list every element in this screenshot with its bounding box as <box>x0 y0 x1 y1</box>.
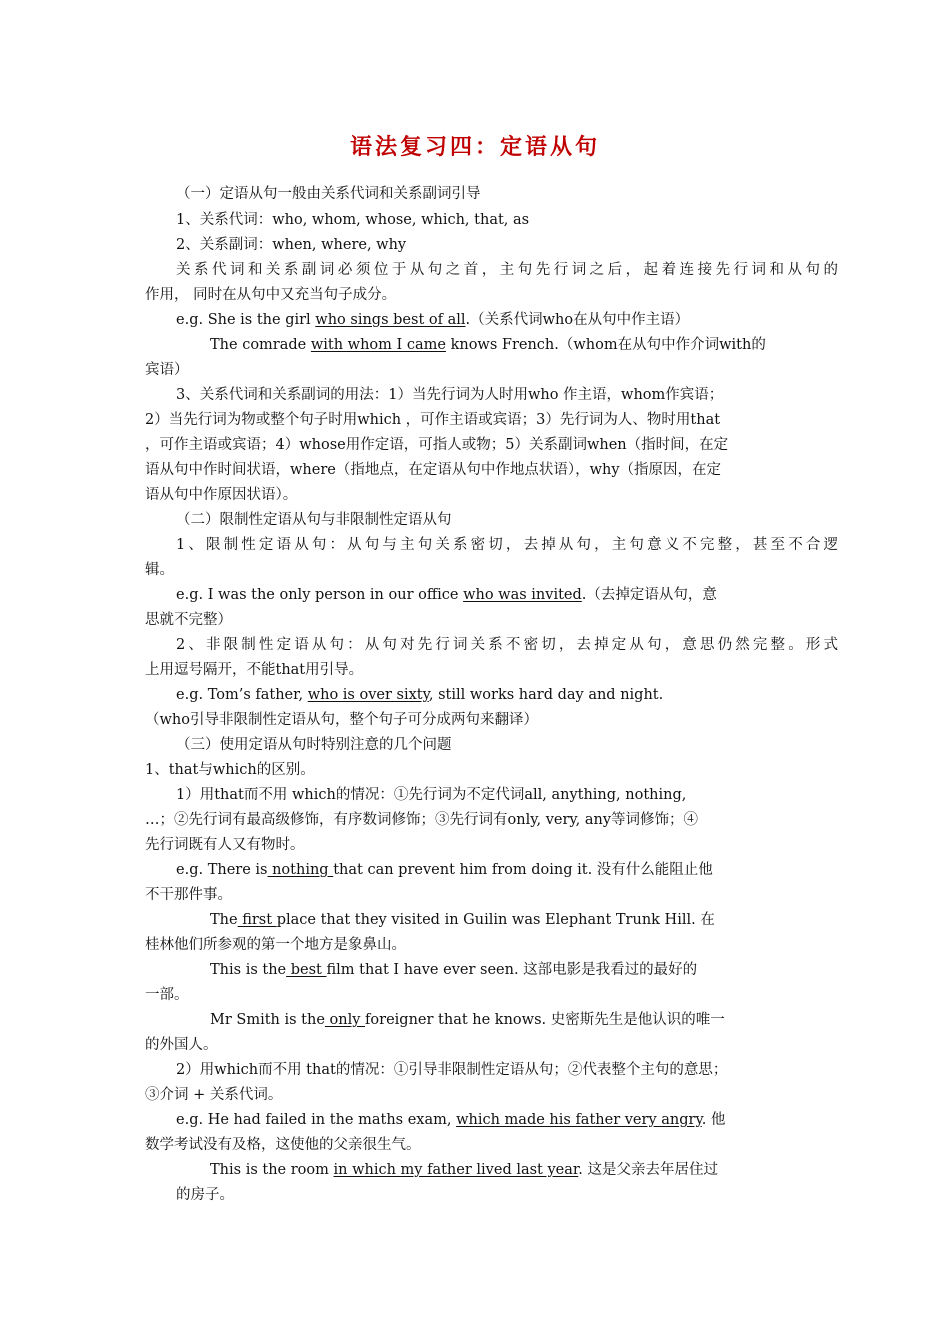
text-segment: 1、that与which的区别。 <box>145 762 315 778</box>
text-segment: foreigner that he knows. 史密斯先生是他认识的唯一 <box>365 1012 725 1028</box>
text-line <box>176 736 452 754</box>
text-line <box>145 486 297 504</box>
underlined-clause: with whom I came <box>310 337 446 353</box>
underlined-clause: who was invited <box>463 587 582 603</box>
text-segment: 2、非限制性定语从句：从句对先行词关系不密切，去掉定从句，意思仍然完整。形式 <box>176 637 838 653</box>
text-line <box>145 436 728 454</box>
text-line <box>145 711 538 729</box>
text-segment: knows French.（whom在从句中作介词with的 <box>445 337 766 353</box>
text-segment: 1、关系代词：who, whom, whose, which, that, as <box>176 212 530 228</box>
text-segment: （二）限制性定语从句与非限制性定语从句 <box>176 512 452 528</box>
text-line <box>145 986 189 1004</box>
text-line <box>210 911 715 929</box>
text-segment: The <box>210 912 238 928</box>
text-line <box>176 261 838 279</box>
text-segment: 2）当先行词为物或整个句子时用which ，可作主语或宾语；3）先行词为人、物时用that <box>145 412 721 428</box>
underlined-clause: only <box>324 1012 366 1028</box>
text-segment: film that I have ever seen. 这部电影是我看过的最好的 <box>326 962 698 978</box>
text-segment: place that they visited in Guilin was Elephant Trunk Hill. 在 <box>276 912 715 928</box>
text-segment: ③介词 + 关系代词。 <box>145 1087 283 1103</box>
text-segment: . 他 <box>701 1112 726 1128</box>
text-segment: 语从句中作时间状语，where（指地点，在定语从句中作地点状语），why（指原因，在定 <box>145 462 722 478</box>
text-segment: e.g. I was the only person in our office <box>176 587 464 603</box>
underlined-clause: who sings best of all <box>315 312 466 328</box>
text-segment: e.g. There is <box>176 862 268 878</box>
text-segment: ，可作主语或宾语；4）whose用作定语，可指人或物；5）关系副词when（指时间，在定 <box>145 437 729 453</box>
text-segment: 语从句中作原因状语）。 <box>145 487 298 503</box>
text-line <box>145 661 363 679</box>
underlined-clause: best <box>286 962 327 978</box>
text-segment: 的房子。 <box>176 1187 234 1203</box>
text-segment: 先行词既有人又有物时。 <box>145 837 305 853</box>
text-segment: .（去掉定语从句，意 <box>581 587 717 603</box>
text-line <box>176 1111 725 1129</box>
text-segment: . 这是父亲去年居住过 <box>578 1162 718 1178</box>
text-segment: 宾语） <box>145 362 189 378</box>
text-line <box>210 336 766 354</box>
text-line <box>176 1186 234 1204</box>
text-line <box>145 836 305 854</box>
text-line <box>176 185 481 203</box>
text-segment: e.g. He had failed in the maths exam, <box>176 1112 457 1128</box>
text-segment: 1）用that而不用 which的情况：①先行词为不定代词all, anything, nothing, <box>176 787 687 803</box>
text-segment: 2、关系副词：when, where, why <box>176 237 407 253</box>
page-title: 语法复习四：定语从句 <box>349 135 600 160</box>
text-segment: , still works hard day and night. <box>428 687 664 703</box>
underlined-clause: who is over sixty <box>307 687 429 703</box>
underlined-clause: nothing <box>267 862 334 878</box>
text-segment: This is the <box>210 962 287 978</box>
text-segment: e.g. She is the girl <box>176 312 316 328</box>
text-segment: 思就不完整） <box>145 612 232 628</box>
text-line <box>145 1136 421 1154</box>
text-line <box>145 611 232 629</box>
text-line <box>145 461 721 479</box>
text-segment: …；②先行词有最高级修饰，有序数词修饰；③先行词有only, very, any等词修饰；④ <box>145 812 699 828</box>
text-line <box>145 411 720 429</box>
text-line <box>176 511 452 529</box>
text-line <box>145 886 232 904</box>
text-segment: that can prevent him from doing it. 没有什么能阻止他 <box>333 862 713 878</box>
text-segment: 桂林他们所参观的第一个地方是象鼻山。 <box>145 937 406 953</box>
text-segment: 作用， 同时在从句中又充当句子成分。 <box>145 287 397 303</box>
text-line <box>210 1161 718 1179</box>
text-line <box>145 761 315 779</box>
text-segment: 一部。 <box>145 987 189 1003</box>
text-line <box>176 636 838 654</box>
text-line <box>176 586 717 604</box>
text-segment: 2）用which而不用 that的情况：①引导非限制性定语从句；②代表整个主句的意思； <box>176 1062 728 1078</box>
underlined-clause: which made his father very angry <box>456 1112 702 1128</box>
text-segment: （who引导非限制性定语从句，整个句子可分成两句来翻译） <box>145 712 538 728</box>
text-segment: 上用逗号隔开，不能that用引导。 <box>145 662 364 678</box>
text-segment: 关系代词和关系副词必须位于从句之首，主句先行词之后，起着连接先行词和从句的 <box>176 262 838 278</box>
text-line <box>145 561 174 579</box>
text-segment: This is the room <box>210 1162 334 1178</box>
text-line <box>145 361 189 379</box>
text-line <box>176 1061 727 1079</box>
text-line <box>176 686 663 704</box>
underlined-clause: first <box>237 912 277 928</box>
text-line <box>210 1011 725 1029</box>
text-segment: .（关系代词who在从句中作主语） <box>465 312 690 328</box>
text-line <box>176 536 838 554</box>
underlined-clause: in which my father lived last year <box>333 1162 579 1178</box>
text-line <box>176 211 529 229</box>
text-line <box>145 1086 282 1104</box>
text-segment: 1、限制性定语从句：从句与主句关系密切，去掉从句，主句意义不完整，甚至不合逻 <box>176 537 838 553</box>
text-segment: 3、关系代词和关系副词的用法：1）当先行词为人时用who 作主语，whom作宾语； <box>176 387 724 403</box>
text-line <box>145 811 698 829</box>
text-segment: （一）定语从句一般由关系代词和关系副词引导 <box>176 186 481 202</box>
text-line <box>176 861 713 879</box>
text-segment: e.g. Tom’s father, <box>176 687 308 703</box>
text-segment: 不干那件事。 <box>145 887 232 903</box>
text-line <box>145 936 406 954</box>
text-line <box>176 236 406 254</box>
text-line <box>210 961 697 979</box>
text-line <box>176 386 723 404</box>
text-line <box>176 311 689 329</box>
text-segment: 数学考试没有及格，这使他的父亲很生气。 <box>145 1137 421 1153</box>
text-line <box>145 1036 218 1054</box>
text-segment: Mr Smith is the <box>210 1012 325 1028</box>
text-segment: （三）使用定语从句时特别注意的几个问题 <box>176 737 452 753</box>
text-line <box>176 786 686 804</box>
text-segment: 的外国人。 <box>145 1037 218 1053</box>
text-segment: 辑。 <box>145 562 174 578</box>
text-line <box>145 286 396 304</box>
text-segment: The comrade <box>210 337 311 353</box>
